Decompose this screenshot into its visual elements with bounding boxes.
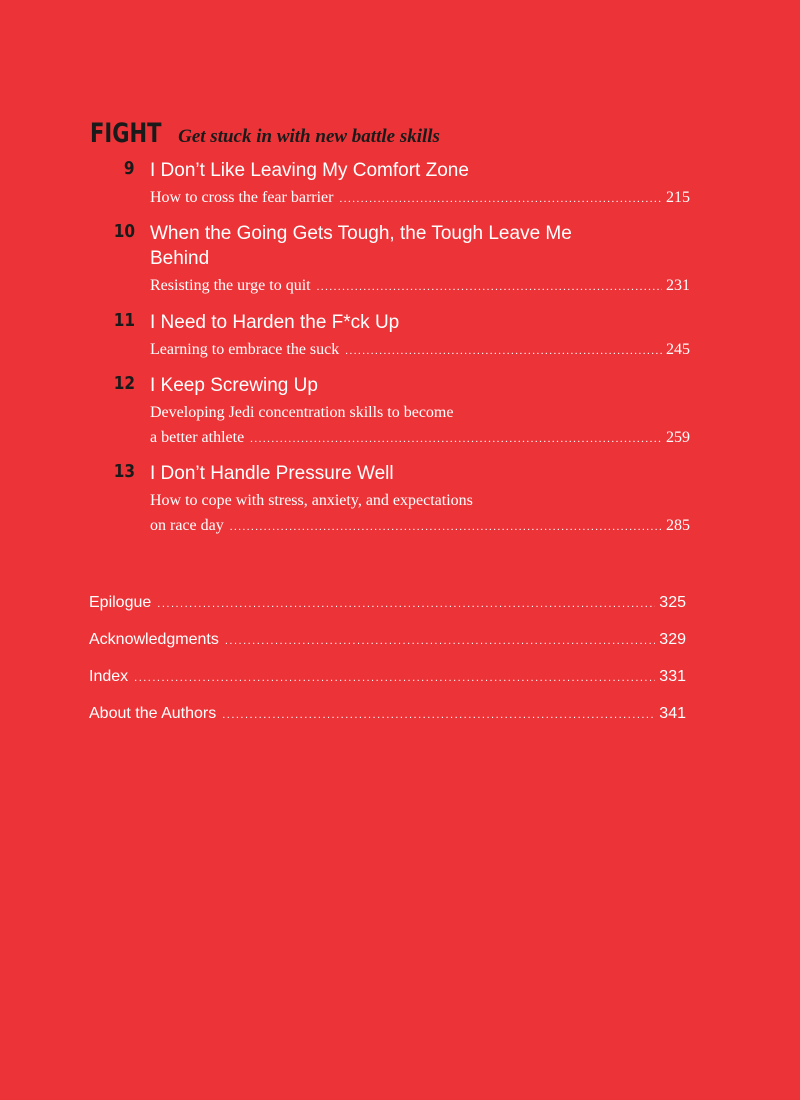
chapter-subtitle xyxy=(150,185,690,212)
entry-label: Index xyxy=(89,668,129,685)
chapter-number: 11 xyxy=(113,310,135,331)
section-title: FIGHT xyxy=(90,118,162,149)
chapter-subtitle-text: How to cross the fear barrier xyxy=(150,189,334,206)
chapter-subtitle-text: Learning to embrace the suck xyxy=(150,341,340,358)
entry-label: Epilogue xyxy=(89,594,152,611)
dot-leader xyxy=(157,598,655,610)
chapter-title: I Keep Screwing Up xyxy=(150,375,318,396)
chapter-subtitle xyxy=(150,400,690,452)
dot-leader xyxy=(317,275,662,300)
chapter-subtitle xyxy=(150,273,690,300)
toc-acknowledgments[interactable] xyxy=(89,631,686,649)
toc-about-the-authors[interactable] xyxy=(89,705,686,723)
chapter-title: I Don’t Handle Pressure Well xyxy=(150,463,394,484)
page-number: 331 xyxy=(659,668,686,685)
chapter-subtitle-text: a better athlete xyxy=(150,429,245,446)
toc-index[interactable] xyxy=(89,668,686,686)
dot-leader xyxy=(222,709,655,721)
chapter-subtitle-line: How to cope with stress, anxiety, and expectations xyxy=(150,492,473,509)
chapter-subtitle xyxy=(150,337,690,364)
page-number: 329 xyxy=(659,631,686,648)
dot-leader xyxy=(250,427,662,452)
chapter-number: 13 xyxy=(113,461,135,482)
page-number: 245 xyxy=(666,341,690,358)
dot-leader xyxy=(134,672,655,684)
page-number: 325 xyxy=(659,594,686,611)
section-header xyxy=(90,118,440,149)
page-number: 231 xyxy=(666,277,690,294)
chapter-number: 10 xyxy=(113,221,135,242)
page-number: 259 xyxy=(666,429,690,446)
chapter-title: I Need to Harden the F*ck Up xyxy=(150,312,400,333)
dot-leader xyxy=(230,515,662,540)
chapter-number: 9 xyxy=(124,158,135,179)
chapter-number: 12 xyxy=(113,373,135,394)
entry-label: Acknowledgments xyxy=(89,631,219,648)
entry-label: About the Authors xyxy=(89,705,217,722)
chapter-title: When the Going Gets Tough, the Tough Leave Me Behind xyxy=(150,223,572,269)
toc-epilogue[interactable] xyxy=(89,594,686,612)
page-number: 341 xyxy=(659,705,686,722)
chapter-subtitle-text: on race day xyxy=(150,517,224,534)
dot-leader xyxy=(225,635,655,647)
chapter-title: I Don’t Like Leaving My Comfort Zone xyxy=(150,160,469,181)
page-number: 285 xyxy=(666,517,690,534)
dot-leader xyxy=(345,339,662,364)
section-subtitle: Get stuck in with new battle skills xyxy=(178,126,440,147)
dot-leader xyxy=(339,187,662,212)
chapter-subtitle xyxy=(150,488,690,540)
chapter-subtitle-text: Resisting the urge to quit xyxy=(150,277,311,294)
page-number: 215 xyxy=(666,189,690,206)
chapter-subtitle-line: Developing Jedi concentration skills to become xyxy=(150,404,454,421)
